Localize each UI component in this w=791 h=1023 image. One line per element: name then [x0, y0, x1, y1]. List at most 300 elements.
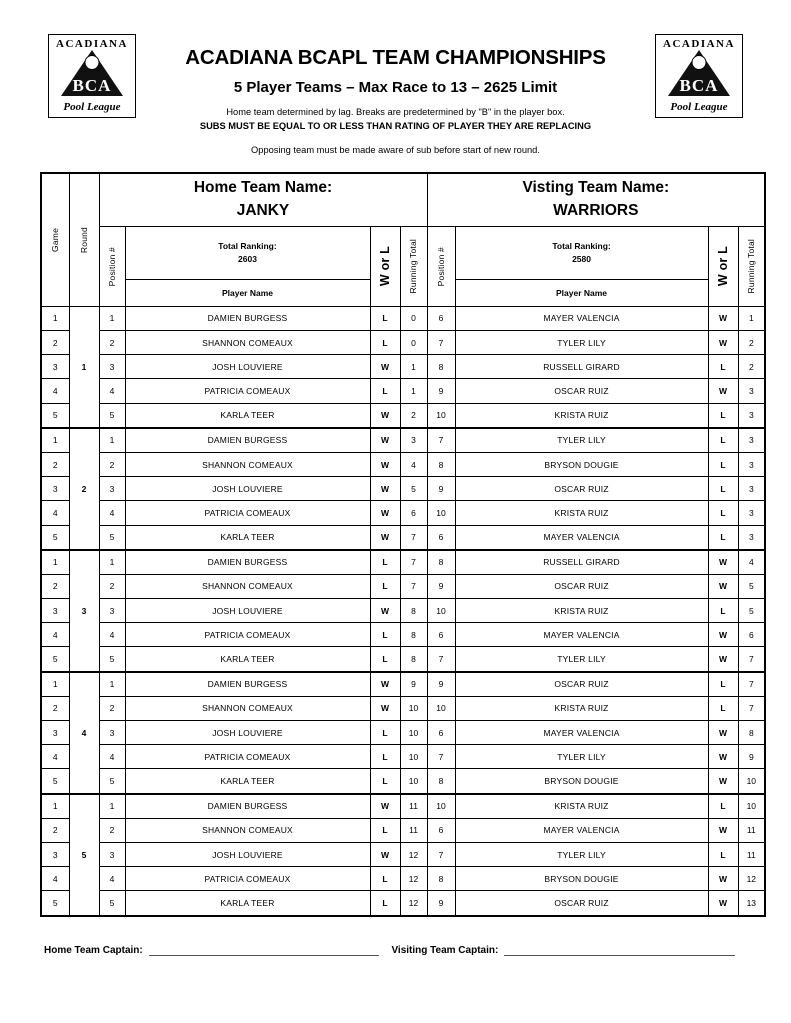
home-position-cell: 2 [99, 331, 125, 355]
home-win-loss-cell: L [370, 306, 400, 330]
visiting-win-loss-cell: W [708, 745, 738, 769]
home-position-cell: 5 [99, 769, 125, 794]
home-player-name-cell: DAMIEN BURGESS [125, 794, 370, 819]
visiting-position-cell: 10 [427, 501, 455, 525]
home-running-total-cell: 10 [400, 696, 427, 720]
visiting-running-total-cell: 7 [738, 672, 765, 697]
home-player-name-cell: DAMIEN BURGESS [125, 550, 370, 575]
round-number-cell: 5 [69, 794, 99, 916]
home-position-cell: 1 [99, 672, 125, 697]
game-number-cell: 2 [41, 696, 69, 720]
home-ranking-label: Total Ranking: [218, 240, 277, 251]
home-win-loss-cell: L [370, 769, 400, 794]
visiting-position-cell: 9 [427, 891, 455, 916]
home-position-cell: 2 [99, 574, 125, 598]
visiting-running-total-cell: 6 [738, 623, 765, 647]
visiting-position-cell: 7 [427, 745, 455, 769]
visiting-player-name-cell: BRYSON DOUGIE [455, 452, 708, 476]
home-win-loss-cell: W [370, 428, 400, 453]
game-number-cell: 2 [41, 331, 69, 355]
home-win-loss-cell: W [370, 355, 400, 379]
home-position-cell: 4 [99, 867, 125, 891]
logo-top-text: ACADIANA [56, 38, 128, 50]
home-running-total-cell: 10 [400, 721, 427, 745]
home-captain-field[interactable] [44, 943, 391, 956]
home-player-name-cell: JOSH LOUVIERE [125, 355, 370, 379]
visiting-running-total-cell: 3 [738, 428, 765, 453]
visiting-win-loss-cell: W [708, 647, 738, 672]
home-running-total-cell: 2 [400, 403, 427, 428]
home-player-name-cell: DAMIEN BURGESS [125, 306, 370, 330]
home-position-cell: 3 [99, 355, 125, 379]
logo-center-text: BCA [72, 76, 112, 95]
visiting-position-cell: 10 [427, 599, 455, 623]
home-total-ranking [125, 226, 370, 279]
game-number-cell: 1 [41, 428, 69, 453]
visiting-running-total-cell: 2 [738, 355, 765, 379]
home-player-name-cell: SHANNON COMEAUX [125, 574, 370, 598]
visiting-player-name-cell: KRISTA RUIZ [455, 794, 708, 819]
logo-center-text: BCA [679, 76, 719, 95]
visiting-position-cell: 6 [427, 721, 455, 745]
visiting-win-loss-cell: W [708, 331, 738, 355]
home-running-total-cell: 0 [400, 331, 427, 355]
visiting-running-total-cell: 11 [738, 842, 765, 866]
game-number-cell: 5 [41, 647, 69, 672]
visiting-player-name-cell: KRISTA RUIZ [455, 403, 708, 428]
home-position-cell: 1 [99, 428, 125, 453]
visiting-win-loss-cell: L [708, 842, 738, 866]
visiting-position-cell: 8 [427, 867, 455, 891]
table-row [41, 428, 765, 453]
home-player-name-cell: SHANNON COMEAUX [125, 696, 370, 720]
home-win-loss-cell: W [370, 794, 400, 819]
table-row [41, 477, 765, 501]
home-team-header [99, 173, 427, 227]
visiting-running-total-cell: 12 [738, 867, 765, 891]
table-row [41, 867, 765, 891]
game-number-cell: 1 [41, 672, 69, 697]
home-running-total-cell: 11 [400, 794, 427, 819]
home-win-loss-cell: L [370, 574, 400, 598]
home-player-name-col-header: Player Name [125, 279, 370, 306]
home-position-cell: 2 [99, 818, 125, 842]
home-win-loss-cell: L [370, 867, 400, 891]
visiting-team-label: Visting Team Name: [522, 179, 670, 197]
visiting-player-name-cell: OSCAR RUIZ [455, 477, 708, 501]
game-number-cell: 1 [41, 550, 69, 575]
home-player-name-cell: KARLA TEER [125, 525, 370, 550]
table-row [41, 745, 765, 769]
home-win-loss-cell: W [370, 403, 400, 428]
game-number-cell: 1 [41, 794, 69, 819]
visiting-win-loss-cell: L [708, 428, 738, 453]
home-player-name-cell: PATRICIA COMEAUX [125, 501, 370, 525]
game-number-cell: 4 [41, 867, 69, 891]
game-number-cell: 1 [41, 306, 69, 330]
rules-note-2: SUBS MUST BE EQUAL TO OR LESS THAN RATING OF PLAYER THEY ARE REPLACING [199, 120, 592, 131]
table-row [41, 769, 765, 794]
visiting-running-total-cell: 3 [738, 501, 765, 525]
visiting-total-ranking [455, 226, 708, 279]
home-running-total-cell: 7 [400, 574, 427, 598]
home-win-loss-cell: W [370, 452, 400, 476]
home-position-cell: 2 [99, 696, 125, 720]
visiting-running-total-cell: 3 [738, 379, 765, 403]
home-position-cell: 4 [99, 501, 125, 525]
game-number-cell: 3 [41, 477, 69, 501]
home-player-name-cell: PATRICIA COMEAUX [125, 745, 370, 769]
home-position-cell: 5 [99, 525, 125, 550]
table-row [41, 623, 765, 647]
logo-bottom-text: Pool League [670, 101, 728, 113]
visiting-position-cell: 8 [427, 769, 455, 794]
visiting-win-loss-cell: L [708, 525, 738, 550]
visiting-position-cell: 8 [427, 355, 455, 379]
game-number-cell: 4 [41, 623, 69, 647]
game-number-cell: 5 [41, 891, 69, 916]
home-running-total-col-header: Running Total [400, 226, 427, 306]
game-number-cell: 3 [41, 842, 69, 866]
visiting-running-total-cell: 4 [738, 550, 765, 575]
home-wl-col-header: W or L [370, 226, 400, 306]
visiting-running-total-cell: 7 [738, 696, 765, 720]
visiting-win-loss-cell: L [708, 599, 738, 623]
home-position-cell: 4 [99, 745, 125, 769]
home-position-cell: 1 [99, 550, 125, 575]
page-subtitle: 5 Player Teams – Max Race to 13 – 2625 Limit [233, 79, 558, 96]
home-position-cell: 5 [99, 647, 125, 672]
visiting-position-cell: 10 [427, 794, 455, 819]
match-scoresheet-table [40, 172, 766, 917]
visiting-running-total-cell: 5 [738, 599, 765, 623]
home-running-total-cell: 9 [400, 672, 427, 697]
visiting-position-cell: 7 [427, 647, 455, 672]
visiting-position-cell: 6 [427, 525, 455, 550]
home-running-total-cell: 8 [400, 599, 427, 623]
home-player-name-cell: JOSH LOUVIERE [125, 842, 370, 866]
home-position-cell: 3 [99, 477, 125, 501]
visiting-running-total-cell: 3 [738, 477, 765, 501]
visiting-player-name-cell: KRISTA RUIZ [455, 501, 708, 525]
round-number-cell: 1 [69, 306, 99, 427]
visiting-player-name-cell: BRYSON DOUGIE [455, 769, 708, 794]
home-ranking-value: 2603 [238, 253, 257, 264]
home-running-total-cell: 8 [400, 623, 427, 647]
home-player-name-cell: KARLA TEER [125, 891, 370, 916]
table-row [41, 379, 765, 403]
visiting-player-name-cell: RUSSELL GIRARD [455, 550, 708, 575]
visiting-position-cell: 6 [427, 818, 455, 842]
table-row [41, 501, 765, 525]
visiting-position-cell: 7 [427, 331, 455, 355]
home-player-name-cell: KARLA TEER [125, 769, 370, 794]
home-running-total-cell: 6 [400, 501, 427, 525]
visiting-ranking-value: 2580 [572, 253, 591, 264]
home-win-loss-cell: L [370, 818, 400, 842]
visiting-win-loss-cell: W [708, 867, 738, 891]
visiting-win-loss-cell: W [708, 550, 738, 575]
rules-note-3: Opposing team must be made aware of sub before start of new round. [251, 144, 540, 155]
table-row [41, 574, 765, 598]
billiard-ball-icon [85, 55, 100, 70]
game-number-cell: 5 [41, 769, 69, 794]
logo-bottom-text: Pool League [63, 101, 121, 113]
home-position-cell: 3 [99, 599, 125, 623]
home-win-loss-cell: L [370, 623, 400, 647]
home-player-name-cell: SHANNON COMEAUX [125, 331, 370, 355]
visiting-win-loss-cell: L [708, 696, 738, 720]
visiting-position-col-header: Position # [427, 226, 455, 306]
home-win-loss-cell: W [370, 501, 400, 525]
game-number-cell: 3 [41, 355, 69, 379]
game-col-header: Game [41, 173, 69, 307]
visiting-captain-line[interactable] [504, 943, 735, 956]
game-number-cell: 2 [41, 574, 69, 598]
home-win-loss-cell: L [370, 379, 400, 403]
home-running-total-cell: 12 [400, 891, 427, 916]
home-position-cell: 1 [99, 306, 125, 330]
visiting-position-cell: 10 [427, 403, 455, 428]
table-row [41, 452, 765, 476]
visiting-position-cell: 9 [427, 379, 455, 403]
league-logo-left [48, 34, 136, 118]
visiting-win-loss-cell: W [708, 379, 738, 403]
home-position-cell: 4 [99, 379, 125, 403]
page-title: ACADIANA BCAPL TEAM CHAMPIONSHIPS [185, 46, 606, 69]
visiting-player-name-col-header: Player Name [455, 279, 708, 306]
visiting-player-name-cell: OSCAR RUIZ [455, 891, 708, 916]
visiting-captain-label: Visiting Team Captain: [391, 944, 499, 956]
table-row [41, 355, 765, 379]
table-row [41, 525, 765, 550]
visiting-running-total-cell: 5 [738, 574, 765, 598]
visiting-player-name-cell: RUSSELL GIRARD [455, 355, 708, 379]
visiting-position-cell: 6 [427, 623, 455, 647]
visiting-win-loss-cell: W [708, 306, 738, 330]
game-number-cell: 2 [41, 818, 69, 842]
page-header [40, 28, 751, 160]
home-position-cell: 2 [99, 452, 125, 476]
home-team-label: Home Team Name: [193, 179, 333, 197]
logo-top-text: ACADIANA [663, 38, 735, 50]
table-row [41, 331, 765, 355]
visiting-player-name-cell: MAYER VALENCIA [455, 623, 708, 647]
visiting-position-cell: 9 [427, 672, 455, 697]
home-win-loss-cell: L [370, 721, 400, 745]
home-win-loss-cell: W [370, 525, 400, 550]
visiting-player-name-cell: OSCAR RUIZ [455, 672, 708, 697]
home-running-total-cell: 11 [400, 818, 427, 842]
visiting-win-loss-cell: W [708, 818, 738, 842]
home-running-total-cell: 1 [400, 379, 427, 403]
table-row [41, 550, 765, 575]
home-running-total-cell: 5 [400, 477, 427, 501]
table-row [41, 647, 765, 672]
visiting-player-name-cell: MAYER VALENCIA [455, 721, 708, 745]
visiting-position-cell: 7 [427, 842, 455, 866]
visiting-win-loss-cell: W [708, 623, 738, 647]
visiting-win-loss-cell: L [708, 501, 738, 525]
game-number-cell: 4 [41, 745, 69, 769]
home-position-cell: 5 [99, 891, 125, 916]
home-win-loss-cell: W [370, 599, 400, 623]
visiting-running-total-cell: 3 [738, 403, 765, 428]
table-row [41, 403, 765, 428]
home-win-loss-cell: W [370, 477, 400, 501]
home-player-name-cell: KARLA TEER [125, 403, 370, 428]
game-number-cell: 3 [41, 599, 69, 623]
game-number-cell: 4 [41, 379, 69, 403]
visiting-team-name: WARRIORS [553, 201, 639, 219]
visiting-player-name-cell: KRISTA RUIZ [455, 696, 708, 720]
home-position-cell: 4 [99, 623, 125, 647]
home-player-name-cell: PATRICIA COMEAUX [125, 623, 370, 647]
signature-footer [40, 943, 751, 956]
game-number-cell: 5 [41, 403, 69, 428]
home-running-total-cell: 3 [400, 428, 427, 453]
home-running-total-cell: 10 [400, 745, 427, 769]
home-win-loss-cell: W [370, 842, 400, 866]
visiting-player-name-cell: KRISTA RUIZ [455, 599, 708, 623]
home-position-col-header: Position # [99, 226, 125, 306]
home-position-cell: 3 [99, 842, 125, 866]
visiting-running-total-cell: 11 [738, 818, 765, 842]
home-win-loss-cell: W [370, 696, 400, 720]
home-player-name-cell: PATRICIA COMEAUX [125, 867, 370, 891]
visiting-player-name-cell: BRYSON DOUGIE [455, 867, 708, 891]
visiting-position-cell: 9 [427, 477, 455, 501]
visiting-running-total-cell: 13 [738, 891, 765, 916]
table-row [41, 696, 765, 720]
visiting-win-loss-cell: W [708, 769, 738, 794]
home-win-loss-cell: L [370, 331, 400, 355]
rules-note-1: Home team determined by lag. Breaks are predetermined by "B" in the player box. [226, 107, 565, 117]
visiting-position-cell: 8 [427, 550, 455, 575]
visiting-position-cell: 8 [427, 452, 455, 476]
home-position-cell: 5 [99, 403, 125, 428]
home-running-total-cell: 7 [400, 525, 427, 550]
round-number-cell: 2 [69, 428, 99, 550]
table-row [41, 794, 765, 819]
home-win-loss-cell: L [370, 647, 400, 672]
round-number-cell: 3 [69, 550, 99, 672]
visiting-player-name-cell: TYLER LILY [455, 745, 708, 769]
home-running-total-cell: 4 [400, 452, 427, 476]
home-win-loss-cell: L [370, 891, 400, 916]
home-running-total-cell: 12 [400, 842, 427, 866]
visiting-team-header [427, 173, 765, 227]
visiting-position-cell: 9 [427, 574, 455, 598]
visiting-win-loss-cell: W [708, 574, 738, 598]
game-number-cell: 4 [41, 501, 69, 525]
home-player-name-cell: KARLA TEER [125, 647, 370, 672]
visiting-running-total-cell: 1 [738, 306, 765, 330]
home-player-name-cell: SHANNON COMEAUX [125, 452, 370, 476]
home-position-cell: 1 [99, 794, 125, 819]
visiting-player-name-cell: MAYER VALENCIA [455, 525, 708, 550]
visiting-player-name-cell: TYLER LILY [455, 842, 708, 866]
visiting-running-total-col-header: Running Total [738, 226, 765, 306]
round-number-cell: 4 [69, 672, 99, 794]
game-number-cell: 3 [41, 721, 69, 745]
visiting-win-loss-cell: L [708, 452, 738, 476]
visiting-player-name-cell: TYLER LILY [455, 647, 708, 672]
home-captain-label: Home Team Captain: [44, 944, 143, 956]
visiting-win-loss-cell: W [708, 891, 738, 916]
table-row [41, 721, 765, 745]
home-team-name: JANKY [236, 201, 290, 219]
round-col-header: Round [69, 173, 99, 307]
visiting-running-total-cell: 10 [738, 794, 765, 819]
table-row [41, 672, 765, 697]
home-running-total-cell: 10 [400, 769, 427, 794]
visiting-running-total-cell: 2 [738, 331, 765, 355]
table-row [41, 818, 765, 842]
visiting-ranking-label: Total Ranking: [552, 240, 611, 251]
visiting-running-total-cell: 9 [738, 745, 765, 769]
title-block [136, 34, 655, 158]
home-player-name-cell: DAMIEN BURGESS [125, 672, 370, 697]
visiting-player-name-cell: OSCAR RUIZ [455, 574, 708, 598]
home-win-loss-cell: L [370, 745, 400, 769]
table-row [41, 891, 765, 916]
visiting-position-cell: 10 [427, 696, 455, 720]
home-player-name-cell: JOSH LOUVIERE [125, 721, 370, 745]
visiting-player-name-cell: MAYER VALENCIA [455, 306, 708, 330]
visiting-wl-col-header: W or L [708, 226, 738, 306]
home-player-name-cell: JOSH LOUVIERE [125, 477, 370, 501]
home-running-total-cell: 8 [400, 647, 427, 672]
visiting-player-name-cell: MAYER VALENCIA [455, 818, 708, 842]
visiting-player-name-cell: TYLER LILY [455, 331, 708, 355]
visiting-player-name-cell: TYLER LILY [455, 428, 708, 453]
table-row [41, 842, 765, 866]
home-captain-line[interactable] [149, 943, 380, 956]
home-running-total-cell: 0 [400, 306, 427, 330]
game-number-cell: 2 [41, 452, 69, 476]
visiting-running-total-cell: 3 [738, 452, 765, 476]
visiting-win-loss-cell: L [708, 477, 738, 501]
billiard-ball-icon [692, 55, 707, 70]
visiting-position-cell: 7 [427, 428, 455, 453]
visiting-captain-field[interactable] [391, 943, 747, 956]
home-player-name-cell: SHANNON COMEAUX [125, 818, 370, 842]
home-running-total-cell: 7 [400, 550, 427, 575]
visiting-running-total-cell: 10 [738, 769, 765, 794]
home-position-cell: 3 [99, 721, 125, 745]
visiting-player-name-cell: OSCAR RUIZ [455, 379, 708, 403]
visiting-win-loss-cell: L [708, 403, 738, 428]
table-row [41, 599, 765, 623]
visiting-win-loss-cell: L [708, 672, 738, 697]
table-row [41, 306, 765, 330]
visiting-running-total-cell: 8 [738, 721, 765, 745]
visiting-win-loss-cell: L [708, 355, 738, 379]
visiting-position-cell: 6 [427, 306, 455, 330]
game-number-cell: 5 [41, 525, 69, 550]
home-player-name-cell: JOSH LOUVIERE [125, 599, 370, 623]
home-player-name-cell: DAMIEN BURGESS [125, 428, 370, 453]
visiting-running-total-cell: 3 [738, 525, 765, 550]
home-running-total-cell: 12 [400, 867, 427, 891]
home-running-total-cell: 1 [400, 355, 427, 379]
visiting-running-total-cell: 7 [738, 647, 765, 672]
visiting-win-loss-cell: W [708, 721, 738, 745]
league-logo-right [655, 34, 743, 118]
home-player-name-cell: PATRICIA COMEAUX [125, 379, 370, 403]
visiting-win-loss-cell: L [708, 794, 738, 819]
